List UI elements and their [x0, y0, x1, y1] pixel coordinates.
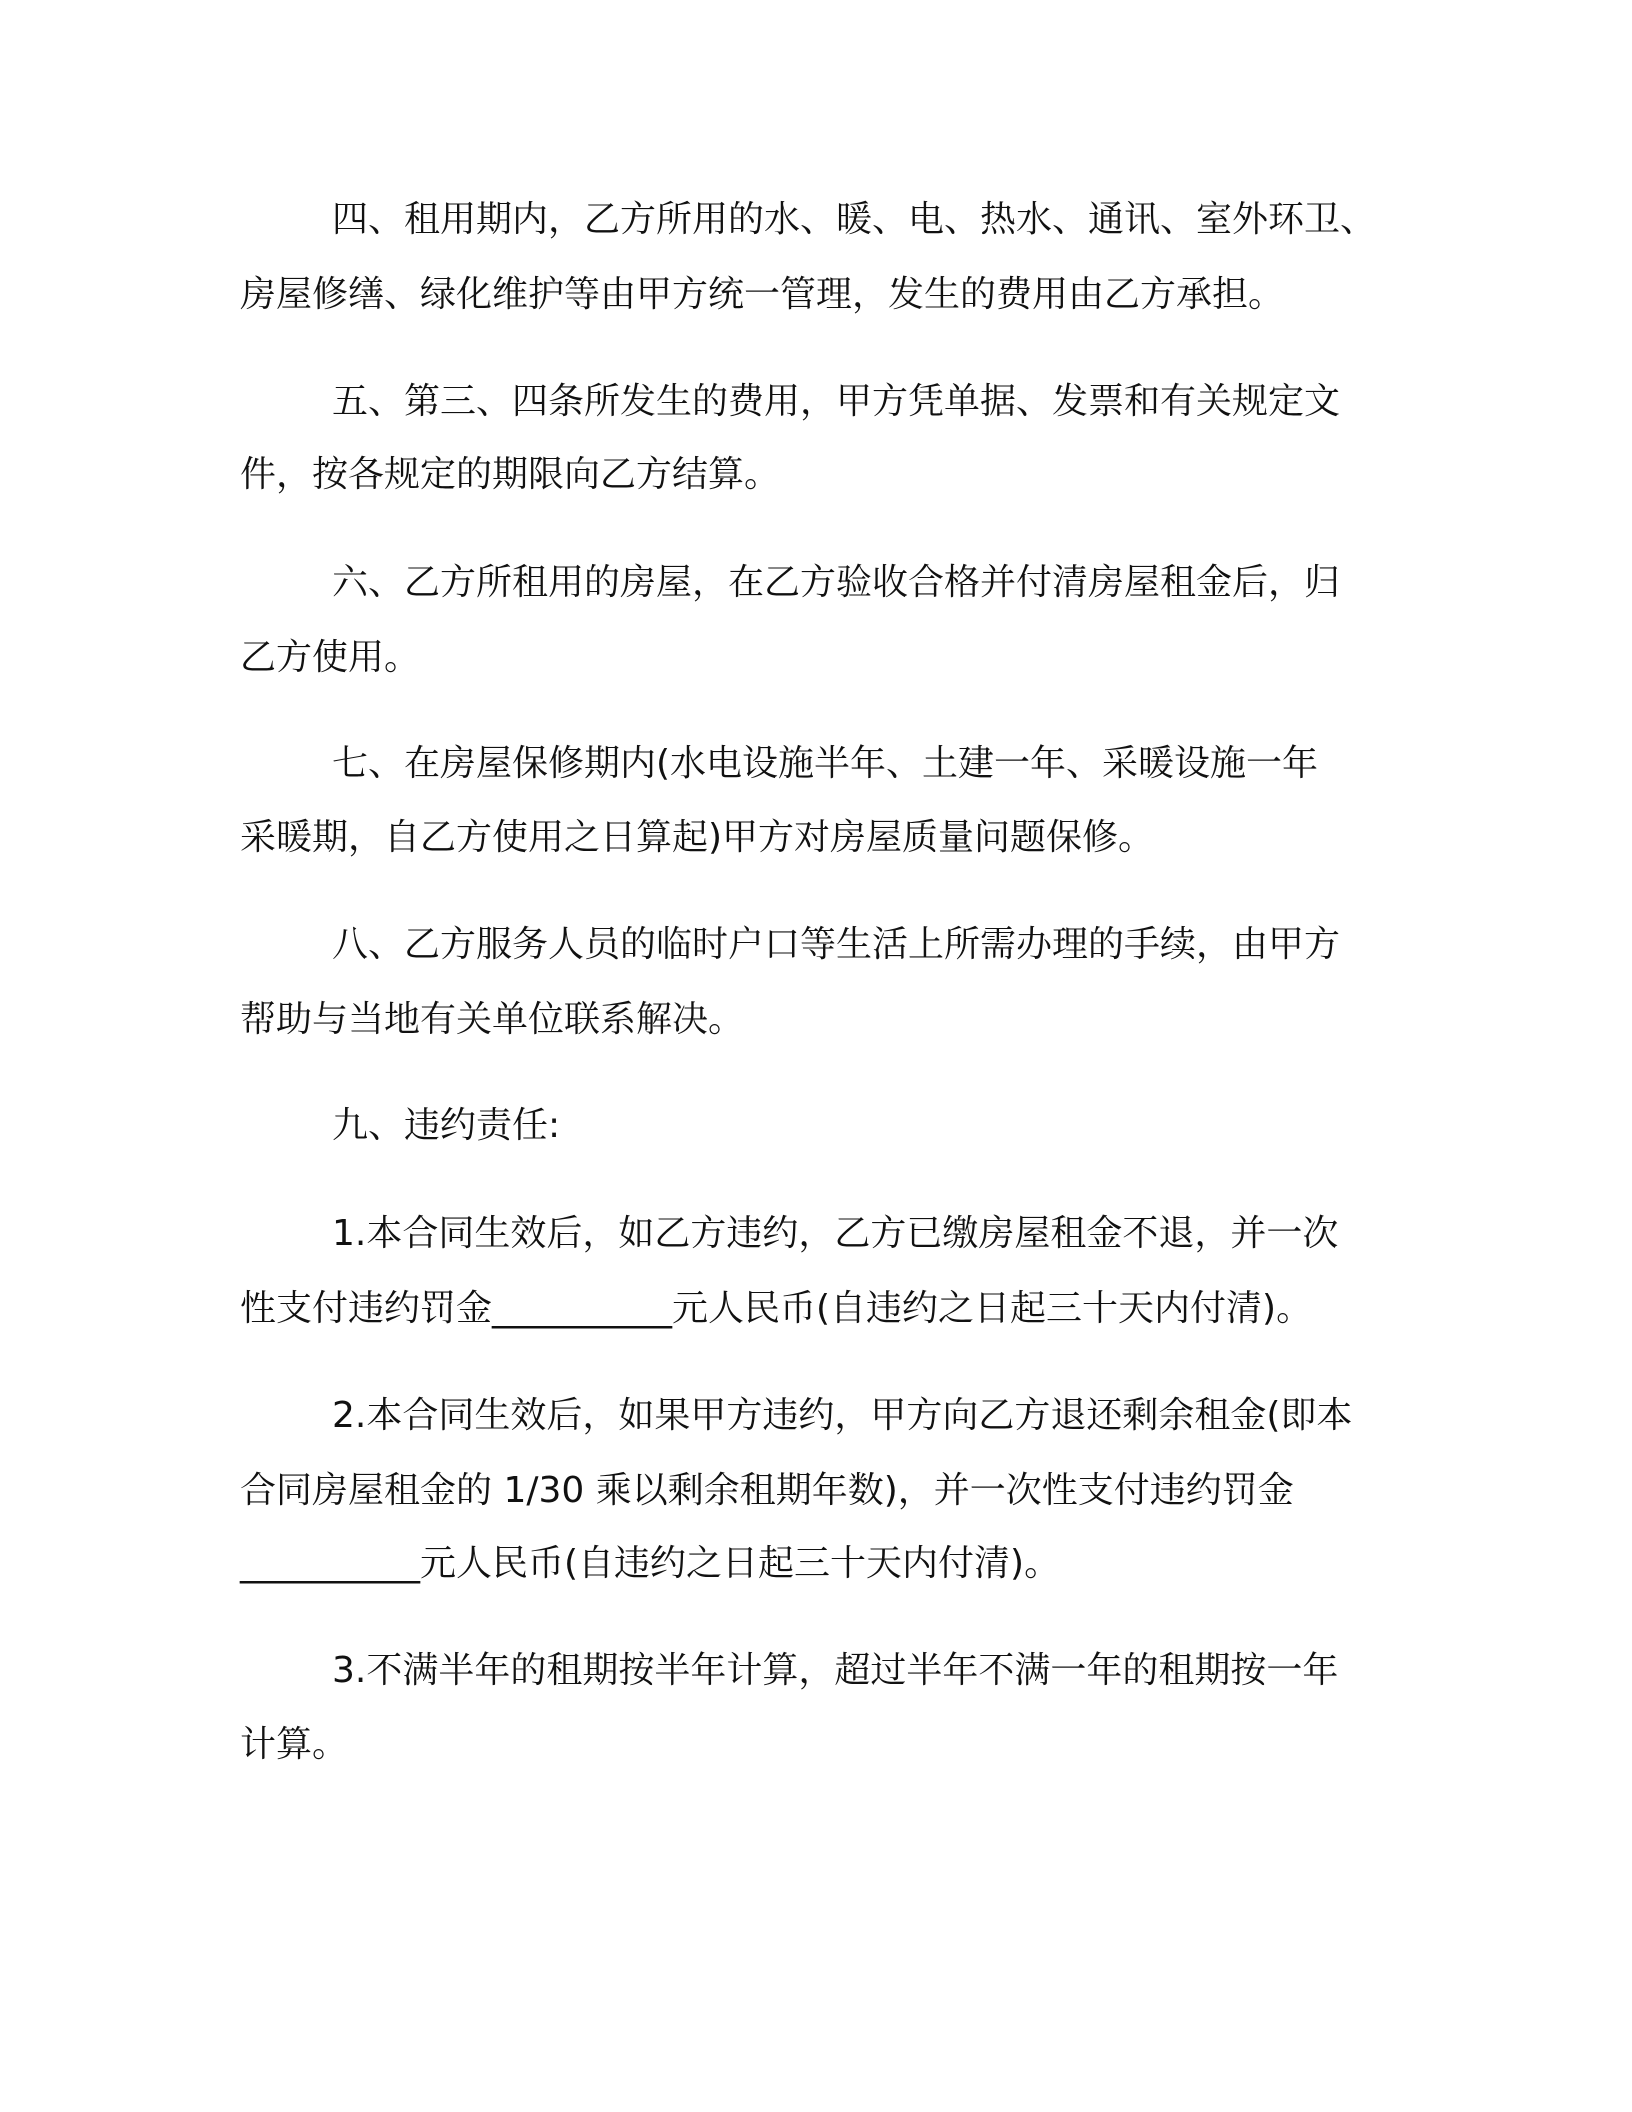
clause-9-item-2-line-1: 2.本合同生效后，如果甲方违约，甲方向乙方退还剩余租金(即本 [332, 1395, 1353, 1436]
clause-9-item-3-line-1: 3.不满半年的租期按半年计算，超过半年不满一年的租期按一年 [332, 1650, 1339, 1691]
clause-5-line-1: 五、第三、四条所发生的费用，甲方凭单据、发票和有关规定文 [332, 381, 1341, 422]
clause-9-heading: 九、违约责任: [332, 1105, 561, 1146]
clause-6-line-2: 乙方使用。 [240, 637, 421, 678]
clause-4-line-2: 房屋修缮、绿化维护等由甲方统一管理，发生的费用由乙方承担。 [240, 274, 1285, 315]
clause-7-line-2: 采暖期，自乙方使用之日算起)甲方对房屋质量问题保修。 [240, 817, 1155, 858]
clause-9-item-2-line-2: 合同房屋租金的 1/30 乘以剩余租期年数)，并一次性支付违约罚金 [240, 1470, 1294, 1511]
clause-7-line-1: 七、在房屋保修期内(水电设施半年、土建一年、采暖设施一年 [332, 743, 1319, 784]
clause-4-line-1: 四、租用期内，乙方所用的水、暖、电、热水、通讯、室外环卫、 [332, 199, 1377, 240]
clause-9-item-1-line-1: 1.本合同生效后，如乙方违约，乙方已缴房屋租金不退，并一次 [332, 1213, 1339, 1254]
clause-5-line-2: 件，按各规定的期限向乙方结算。 [240, 454, 781, 495]
clause-9-item-2-line-3: __________元人民币(自违约之日起三十天内付清)。 [240, 1543, 1061, 1584]
clause-6-line-1: 六、乙方所租用的房屋，在乙方验收合格并付清房屋租金后，归 [332, 562, 1341, 603]
clause-9-item-3-line-2: 计算。 [240, 1724, 349, 1765]
clause-8-line-1: 八、乙方服务人员的临时户口等生活上所需办理的手续，由甲方 [332, 924, 1341, 965]
clause-9-item-1-line-2: 性支付违约罚金__________元人民币(自违约之日起三十天内付清)。 [240, 1288, 1313, 1329]
clause-8-line-2: 帮助与当地有关单位联系解决。 [240, 999, 745, 1040]
